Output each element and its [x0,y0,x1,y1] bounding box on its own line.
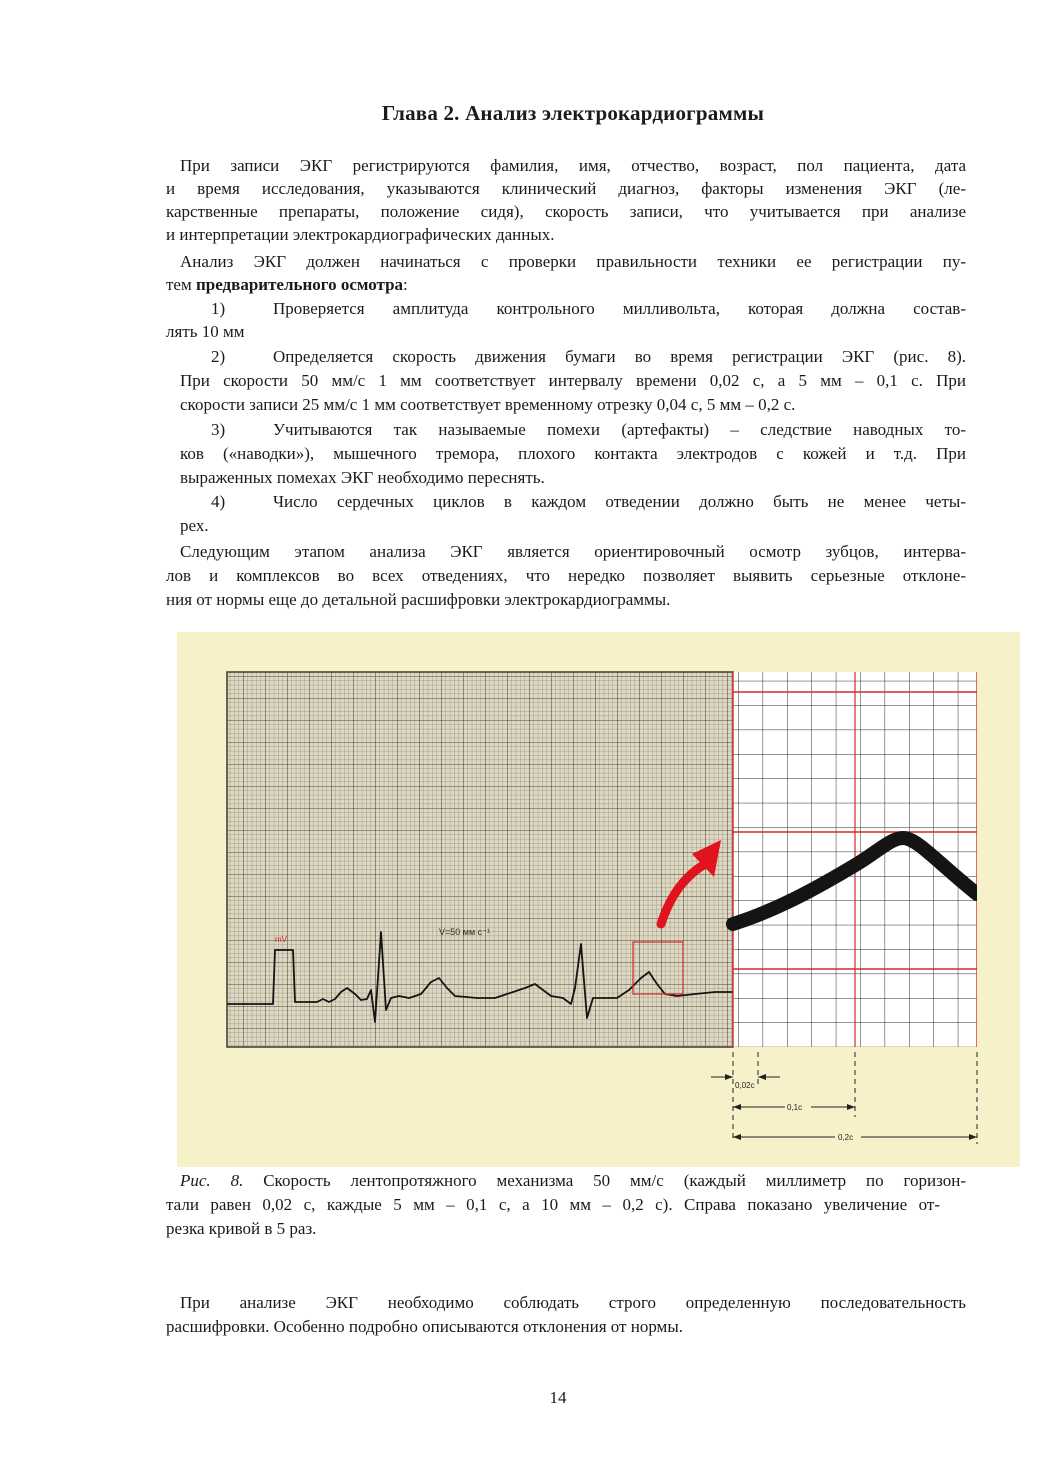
text-line: лов и комплексов во всех отведениях, что нередко позволяет выявить серьезные отклоне- [166,566,966,585]
dim-label-01: 0,1с [787,1103,803,1112]
speed-label: V=50 мм с⁻¹ [439,927,490,937]
text-line: При анализе ЭКГ необходимо соблюдать строго определенную последовательность [180,1293,966,1312]
caption-text: Скорость лентопротяжного механизма 50 мм/с (каждый миллиметр по горизон- [243,1171,966,1190]
list-number: 2) [211,347,226,366]
list-item-line: Учитываются так называемые помехи (артефакты) – следствие наводных то- [273,420,966,439]
ecg-paper-strip [227,672,733,1047]
text-line [166,274,966,296]
text-line: карственные препараты, положение сидя), скорость записи, что учитывается при анализе [166,202,966,221]
dim-label-002: 0,02с [735,1081,755,1090]
bold-term: предварительного осмотра [195,275,404,294]
caption-line [180,1170,966,1192]
text-line: ния от нормы еще до детальной расшифровки электрокардиограммы. [166,590,671,609]
list-item-line: лять 10 мм [166,322,245,341]
list-number: 1) [211,299,226,318]
text-line: и интерпретации электрокардиографических данных. [166,225,555,244]
text-line: Следующим этапом анализа ЭКГ является ориентировочный осмотр зубцов, интерва- [180,542,966,561]
mv-label: mV [275,935,287,944]
list-item-line: выраженных помехах ЭКГ необходимо переснять. [180,468,545,487]
text-line: При записи ЭКГ регистрируются фамилия, имя, отчество, возраст, пол пациента, дата [180,156,966,175]
list-number: 4) [211,492,226,511]
list-item-line: Число сердечных циклов в каждом отведении должно быть не менее четы- [273,492,966,511]
list-item-line: Проверяется амплитуда контрольного милливольта, которая должна состав- [273,299,966,318]
caption-label: Рис. 8. [180,1171,244,1190]
text-line: расшифровки. Особенно подробно описываются отклонения от нормы. [166,1317,683,1336]
text-line: и время исследования, указываются клинический диагноз, факторы изменения ЭКГ (ле- [166,179,966,198]
text-line: Анализ ЭКГ должен начинаться с проверки правильности техники ее регистрации пу- [180,252,966,271]
text-span: : [403,275,408,294]
list-item-line: скорости записи 25 мм/с 1 мм соответствует временному отрезку 0,04 с, 5 мм – 0,2 с. [180,395,796,414]
text-span: тем [166,275,196,294]
list-item-line: ков («наводки»), мышечного тремора, плохого контакта электродов с кожей и т.д. При [180,444,966,463]
page-number: 14 [549,1388,567,1407]
list-number: 3) [211,420,226,439]
dim-label-02: 0,2с [838,1133,854,1142]
ecg-figure [177,632,1020,1167]
caption-line: тали равен 0,02 с, каждые 5 мм – 0,1 с, а 10 мм – 0,2 с). Справа показано увеличение от- [166,1195,940,1214]
chapter-title: Глава 2. Анализ электрокардиограммы [381,101,765,125]
list-item-line: рех. [180,516,209,535]
list-item-line: Определяется скорость движения бумаги во время регистрации ЭКГ (рис. 8). [273,347,966,366]
magnified-view [733,672,1020,1047]
caption-line: резка кривой в 5 раз. [166,1219,317,1238]
list-item-line: При скорости 50 мм/с 1 мм соответствует интервалу времени 0,02 с, а 5 мм – 0,1 с. При [180,371,966,390]
ecg-figure-svg [177,632,1020,1167]
